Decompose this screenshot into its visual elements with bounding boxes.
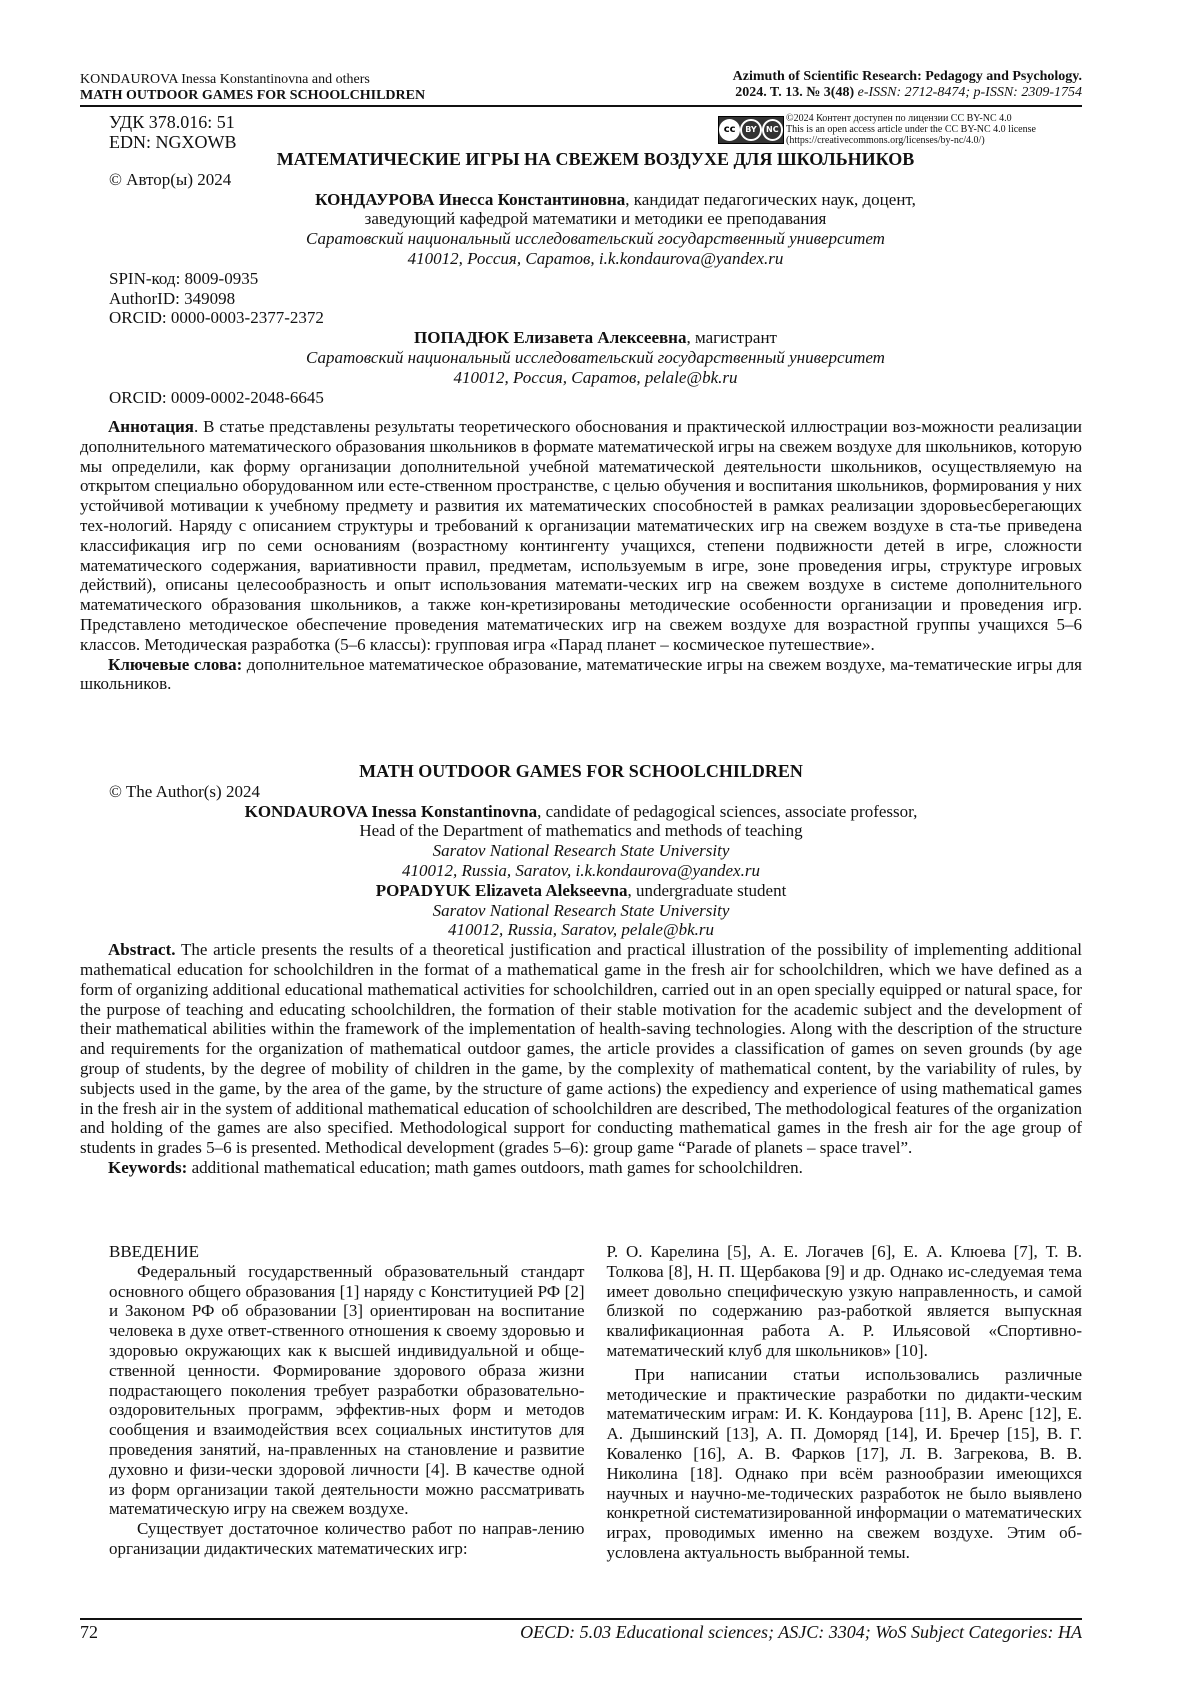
subject-classification: OECD: 5.03 Educational sciences; ASJC: 3304; WoS Subject Categories: HA [520,1622,1082,1642]
ru-author2-addr: 410012, Россия, Саратов, pelale@bk.ru [453,367,738,387]
body-paragraph: Существует достаточное количество работ по направ-лению организации дидактических математических игр: [109,1519,585,1558]
en-author1-role2: Head of the Department of mathematics and methods of teaching [359,821,803,841]
running-header-right [733,69,1082,101]
ru-author1-addr: 410012, Россия, Саратов, i.k.kondaurova@yandex.ru [407,248,784,268]
body-paragraph: Р. О. Карелина [5], А. Е. Логачев [6], Е. А. Клюева [7], Т. В. Толкова [8], Н. П. Щербакова [9] и др. Однако ис-следуемая тема имеет довольно специфическую узкую направленность, и самой близкой по содержанию раз-работкой является выпускная квалификационная работа А. Р. Ильясовой «Спортивно-математический клуб для школьников» [10]. [606,1242,1082,1360]
ru-author1-name: КОНДАУРОВА Инесса Константиновна [315,189,626,209]
ru-author2 [109,328,1082,348]
license-ru: ©2024 Контент доступен по лицензии CC BY-NC 4.0 [786,113,1012,124]
en-author2-addr: 410012, Russia, Saratov, pelale@bk.ru [447,920,715,940]
cc-icon: cc [719,119,740,141]
header-divider [80,105,1082,107]
en-author2-uni: Saratov National Research State University [432,900,730,920]
header-issn: e-ISSN: 2712-8474; p-ISSN: 2309-1754 [857,85,1082,100]
ru-author2-uni: Саратовский национальный исследовательский государственный университет [306,347,885,367]
orcid-2: ORCID: 0009-0002-2048-6645 [109,387,324,407]
header-authors: KONDAUROVA Inessa Konstantinovna and others [80,72,370,87]
ru-author1-role: , кандидат педагогических наук, доцент, [625,189,916,209]
body-paragraph: Федеральный государственный образовательный стандарт основного общего образования [1] наряду с Конституцией РФ [2] и Законом РФ об образовании [3] ориентирован на воспитание человека в духе ответ-ственного отношения к своему здоровью и здоровью окружающих как к высшей индивидуальной и обще-ственной ценности. Формирование здорового образа жизни подрастающего поколения требует разработки образовательно-оздоровительных программ, эффектив-ных форм и методов сообщения и взаимодействия всех социальных институтов для проведения занятий, на-правленных на становление и развитие духовно и физи-чески здоровой личности [4]. В качестве одной из форм организации такой деятельности можно рассматривать математическую игру на свежем воздухе. [109,1261,585,1519]
ru-keywords-label: Ключевые слова: [108,654,243,674]
en-title: MATH OUTDOOR GAMES FOR SCHOOLCHILDREN [359,761,803,781]
license-en: This is an open access article under the CC BY-NC 4.0 license [786,124,1036,135]
en-abstract-label: Abstract. [108,940,176,960]
body-paragraph: При написании статьи использовались различные методические и практические разработки по дидакти-ческим математическим играм: И. К. Кондаурова [11], В. Аренс [12], Е. А. Дышинский [13], А. П. Доморяд [14], И. Бречер [15], В. Г. Коваленко [16], А. В. Фарков [17], Л. В. Загрекова, В. В. Николина [18]. Однако при всём разнообразии имеющихся научных и научно-ме-тодических разработок не было выявлено конкретной систематизированной информации о математических играх, проводимых именно на свежем воздухе. Этим об-условлена актуальность выбранной темы. [606,1364,1082,1562]
en-author1-uni: Saratov National Research State University [432,841,730,861]
license-url[interactable]: (https://creativecommons.org/licenses/by-nc/4.0/) [786,135,985,146]
en-abstract-text: The article presents the results of a theoretical justification and practical illustration of the possibility of implementing additional mathematical education for schoolchildren in the format of a mathematical game in the fresh air for schoolchildren, which we have defined as a form of organizing additional educational mathematical activities for schoolchildren, carried out in an open specially equipped or natural space, for the purpose of teaching and educating schoolchildren, the formation of their stable motivation for the academic subject and the development of their mathematical abilities within the framework of the implementation of health-saving technologies. Along with the description of the structure and requirements for the organization of mathematical outdoor games, the article provides a classification of games on seven grounds (by age group of students, by the degree of mobility of children in the game, by the complexity of mathematical content, by the variability of rules, by subjects used in the game, by the area of the game, by the structure of game actions) the expediency and experience of using mathematical games in the fresh air in the system of additional mathematical education of schoolchildren are described, The methodological features of the organization and holding of the games are also specified. Methodological support for conducting mathematical games in the fresh air for the age group of students in grades 5–6 is presented. Methodical development (grades 5–6): group game “Parade of planets – space travel”. [80,940,1082,1158]
ru-abstract [80,417,1082,694]
license-text [786,113,1106,146]
body-columns [109,1242,1082,1563]
by-icon: BY [740,119,761,141]
ru-front-matter [109,150,1082,407]
orcid-1: ORCID: 0000-0003-2377-2372 [109,308,324,328]
ru-title: МАТЕМАТИЧЕСКИЕ ИГРЫ НА СВЕЖЕМ ВОЗДУХЕ ДЛЯ ШКОЛЬНИКОВ [276,149,915,169]
header-running-title: MATH OUTDOOR GAMES FOR SCHOOLCHILDREN [80,88,426,103]
header-issue: 2024. T. 13. № 3(48) [735,85,855,100]
ru-keywords-text: дополнительное математическое образование, математические игры на свежем воздухе, ма-тематические игры для школьников. [80,654,1082,694]
meta-ids [109,112,237,152]
en-keywords-text: additional mathematical education; math games outdoors, math games for schoolchildren. [187,1157,803,1177]
footer-divider [80,1618,1082,1620]
ru-author2-role: , магистрант [686,328,777,348]
en-front-matter [80,762,1082,1178]
body-column-left [109,1242,585,1563]
ru-author1-uni: Саратовский национальный исследовательский государственный университет [306,229,885,249]
intro-heading: ВВЕДЕНИЕ [109,1242,199,1261]
nc-icon: NC [762,119,783,141]
cc-license-badge [718,116,784,144]
spin-code: SPIN-код: 8009-0935 [109,268,259,288]
en-keywords-label: Keywords: [108,1157,188,1177]
ru-copyright: © Автор(ы) 2024 [109,169,232,189]
en-author2-role: , undergraduate student [627,880,787,900]
header-journal: Azimuth of Scientific Research: Pedagogy and Psychology. [732,69,1082,84]
ru-abstract-text: . В статье представлены результаты теоретического обоснования и практической иллюстрации воз-можности реализации дополнительного математического образования школьников в формате математической игры на свежем воздухе для школьников, которую мы определили, как форму организации дополнительной учебной математической деятельности школьников, осуществляемую на открытом специально оборудованном или есте-ственном пространстве, с целью обучения и воспитания школьников, формирования у них устойчивой мотивации к учебному предмету и развития их математических способностей в рамках реализации здоровьесберегающих тех-нологий. Наряду с описанием структуры и требований к организации математических игр на свежем воздухе в ста-тье приведена классификация игр по семи основаниям (возрастному контингенту учащихся, степени подвижности детей в игре, сложности математического содержания, вариативности правил, предметам, используемым в игре, зоне проведения игры, структуре игровых действий), описаны целесообразность и опыт использования математи-ческих игр на свежем воздухе в системе дополнительного математического образования школьников, а также кон-кретизированы методические особенности организации и проведения игр. Представлено методическое обеспечение проведения математических игр на свежем воздухе для возрастной группы учащихся 5–6 классов. Методическая разработка (5–6 классы): групповая игра «Парад планет – космическое путешествие». [80,417,1083,654]
en-author1 [80,802,1082,822]
page-number: 72 [80,1622,98,1642]
ru-author1-role2: заведующий кафедрой математики и методики ее преподавания [364,209,827,229]
en-author1-role: , candidate of pedagogical sciences, associate professor, [537,801,918,821]
running-header-left [80,72,425,104]
en-author1-name: KONDAUROVA Inessa Konstantinovna [244,801,538,821]
body-column-right [607,1242,1083,1563]
en-author2-name: POPADYUK Elizaveta Alekseevna [375,880,628,900]
ru-author2-name: ПОПАДЮК Елизавета Алексеевна [414,328,687,348]
page-footer [80,1622,1082,1643]
ru-author1 [109,190,1082,210]
udk-code: УДК 378.016: 51 [109,112,235,132]
en-author1-addr: 410012, Russia, Saratov, i.k.kondaurova@yandex.ru [402,860,760,880]
en-author2 [80,881,1082,901]
author-id: AuthorID: 349098 [109,288,236,308]
en-copyright: © The Author(s) 2024 [109,781,260,801]
edn-code: EDN: NGXOWB [109,132,237,152]
ru-abstract-label: Аннотация [108,417,194,436]
